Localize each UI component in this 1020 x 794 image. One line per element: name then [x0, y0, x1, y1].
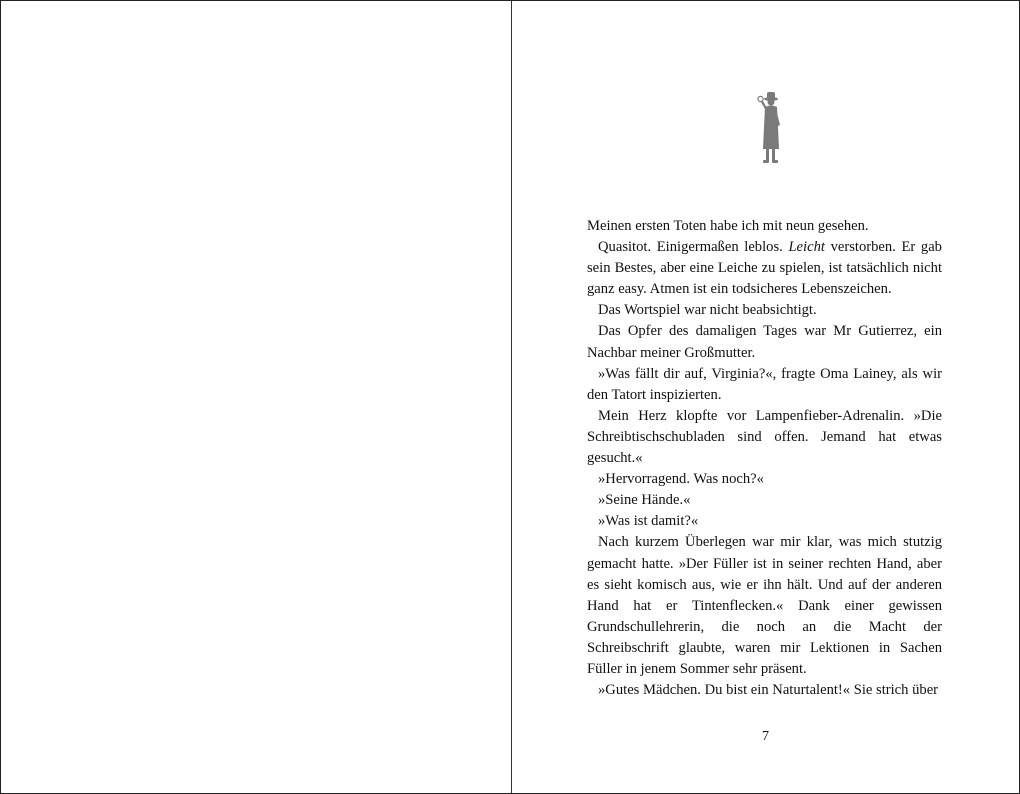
- page-number: 7: [762, 729, 769, 744]
- paragraph: [587, 237, 942, 300]
- paragraph: »Seine Hände.«: [598, 492, 691, 509]
- detective-silhouette-icon: [755, 87, 785, 167]
- paragraph: Mein Herz klopfte vor Lampenfieber-Adrenalin. »Die Schreibtischschubladen sind offen. Jemand hat etwas gesucht.«: [587, 407, 942, 467]
- text-run: Quasitot. Einigermaßen leblos.: [598, 239, 789, 256]
- body-text: [587, 216, 942, 701]
- paragraph: Meinen ersten Toten habe ich mit neun gesehen.: [587, 218, 869, 234]
- paragraph: »Was ist damit?«: [598, 513, 699, 530]
- paragraph: Das Opfer des damaligen Tages war Mr Gutierrez, ein Nachbar meiner Großmutter.: [587, 323, 942, 361]
- paragraph: »Was fällt dir auf, Virginia?«, fragte Oma Lainey, als wir den Tatort inspizierten.: [587, 365, 942, 403]
- right-page: [512, 1, 1019, 793]
- emphasis-text: Leicht: [788, 239, 825, 256]
- left-page-blank: [1, 1, 511, 793]
- paragraph: Nach kurzem Überlegen war mir klar, was mich stutzig gemacht hatte. »Der Füller ist in seiner rechten Hand, aber es sieht komisch aus, wie er ihn hält. Und auf der anderen Hand hat er Tintenflecken.« Dank einer gewissen Grundschullehrerin, die noch an die Macht der Schreibschrift glaubte, waren mir Lektionen in Sachen Füller in jenem Sommer sehr präsent.: [587, 534, 942, 677]
- text-run: verstorben. Er gab sein Bestes, aber eine Leiche zu spielen, ist tatsächlich nicht ganz easy. Atmen ist ein todsicheres Lebenszeichen.: [587, 239, 942, 298]
- paragraph: Das Wortspiel war nicht beabsichtigt.: [598, 302, 817, 319]
- paragraph: »Gutes Mädchen. Du bist ein Naturtalent!« Sie strich über: [598, 682, 939, 699]
- paragraph: »Hervorragend. Was noch?«: [598, 471, 764, 488]
